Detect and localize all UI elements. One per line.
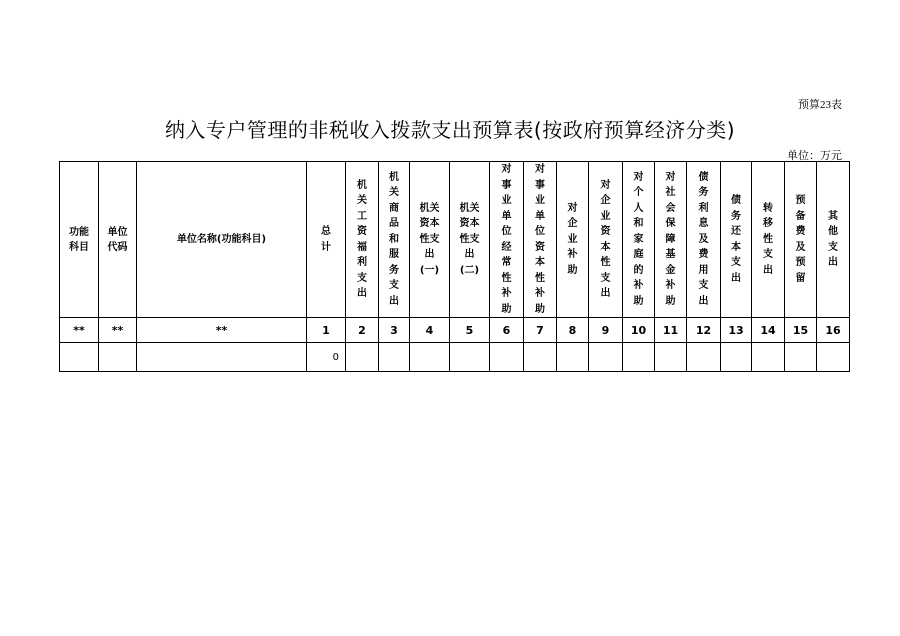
header-label: 对事业单位资本性补助 — [535, 164, 545, 315]
column-number: 2 — [346, 318, 379, 343]
column-number: 15 — [785, 318, 817, 343]
total-value: 0 — [307, 343, 346, 372]
header-cell — [623, 162, 655, 318]
header-cell — [817, 162, 850, 318]
column-number: 11 — [655, 318, 687, 343]
column-number: 8 — [557, 318, 589, 343]
data-cell — [410, 343, 450, 372]
header-label: 机关商品和服务支出 — [389, 171, 399, 307]
header-label: 机关资本性支出(二) — [459, 202, 480, 276]
page-title: 纳入专户管理的非税收入拨款支出预算表(按政府预算经济分类) — [164, 118, 736, 142]
unit-label: 单位：万元 — [787, 149, 842, 162]
header-cell — [589, 162, 623, 318]
header-label: 转移性支出 — [763, 202, 773, 276]
header-cell — [655, 162, 687, 318]
header-label: 对社会保障基金补助 — [665, 171, 676, 307]
data-cell — [379, 343, 410, 372]
data-cell — [450, 343, 490, 372]
header-label: 单位代码 — [107, 226, 128, 253]
header-cell — [721, 162, 752, 318]
table-row — [60, 343, 850, 372]
column-number: 10 — [623, 318, 655, 343]
header-cell — [785, 162, 817, 318]
header-cell — [60, 162, 99, 318]
column-number-row — [60, 318, 850, 343]
column-number: 13 — [721, 318, 752, 343]
column-number: 3 — [379, 318, 410, 343]
data-cell — [490, 343, 524, 372]
data-cell — [346, 343, 379, 372]
header-cell — [557, 162, 589, 318]
data-cell — [655, 343, 687, 372]
data-cell — [817, 343, 850, 372]
header-label: 对企业资本性支出 — [600, 179, 611, 299]
header-label: 总计 — [321, 226, 331, 253]
data-cell — [721, 343, 752, 372]
column-number: 7 — [524, 318, 557, 343]
header-cell — [450, 162, 490, 318]
header-label: 功能科目 — [69, 226, 89, 253]
header-cell — [410, 162, 450, 318]
column-number: 6 — [490, 318, 524, 343]
data-cell — [524, 343, 557, 372]
header-label: 对事业单位经常性补助 — [501, 164, 512, 315]
header-label: 机关资本性支出(一) — [419, 202, 440, 276]
data-cell — [60, 343, 99, 372]
header-label: 对个人和家庭的补助 — [633, 171, 644, 307]
header-cell — [687, 162, 721, 318]
column-number: 16 — [817, 318, 850, 343]
column-number: ** — [99, 318, 137, 343]
column-number: 9 — [589, 318, 623, 343]
data-cell — [623, 343, 655, 372]
data-cell — [137, 343, 307, 372]
budget-table — [59, 161, 850, 372]
column-number: 12 — [687, 318, 721, 343]
column-number: ** — [137, 318, 307, 343]
data-cell — [557, 343, 589, 372]
form-number: 预算23表 — [798, 99, 842, 111]
header-cell — [490, 162, 524, 318]
header-label: 对企业补助 — [567, 202, 578, 276]
header-cell — [524, 162, 557, 318]
header-label: 预备费及预留 — [795, 195, 806, 284]
header-cell — [307, 162, 346, 318]
column-number: ** — [60, 318, 99, 343]
header-cell — [346, 162, 379, 318]
column-number: 14 — [752, 318, 785, 343]
data-cell — [785, 343, 817, 372]
header-label: 债务利息及费用支出 — [698, 171, 709, 307]
header-cell — [379, 162, 410, 318]
table-header-row — [60, 162, 850, 318]
header-cell — [99, 162, 137, 318]
data-cell — [589, 343, 623, 372]
header-cell — [137, 162, 307, 318]
header-label: 其他支出 — [828, 210, 838, 268]
data-cell — [687, 343, 721, 372]
column-number: 5 — [450, 318, 490, 343]
column-number: 4 — [410, 318, 450, 343]
header-label: 机关工资福利支出 — [357, 179, 367, 299]
data-cell — [752, 343, 785, 372]
header-cell — [752, 162, 785, 318]
header-label: 债务还本支出 — [731, 195, 741, 284]
data-cell — [99, 343, 137, 372]
column-number: 1 — [307, 318, 346, 343]
header-label: 单位名称(功能科目) — [176, 234, 267, 245]
